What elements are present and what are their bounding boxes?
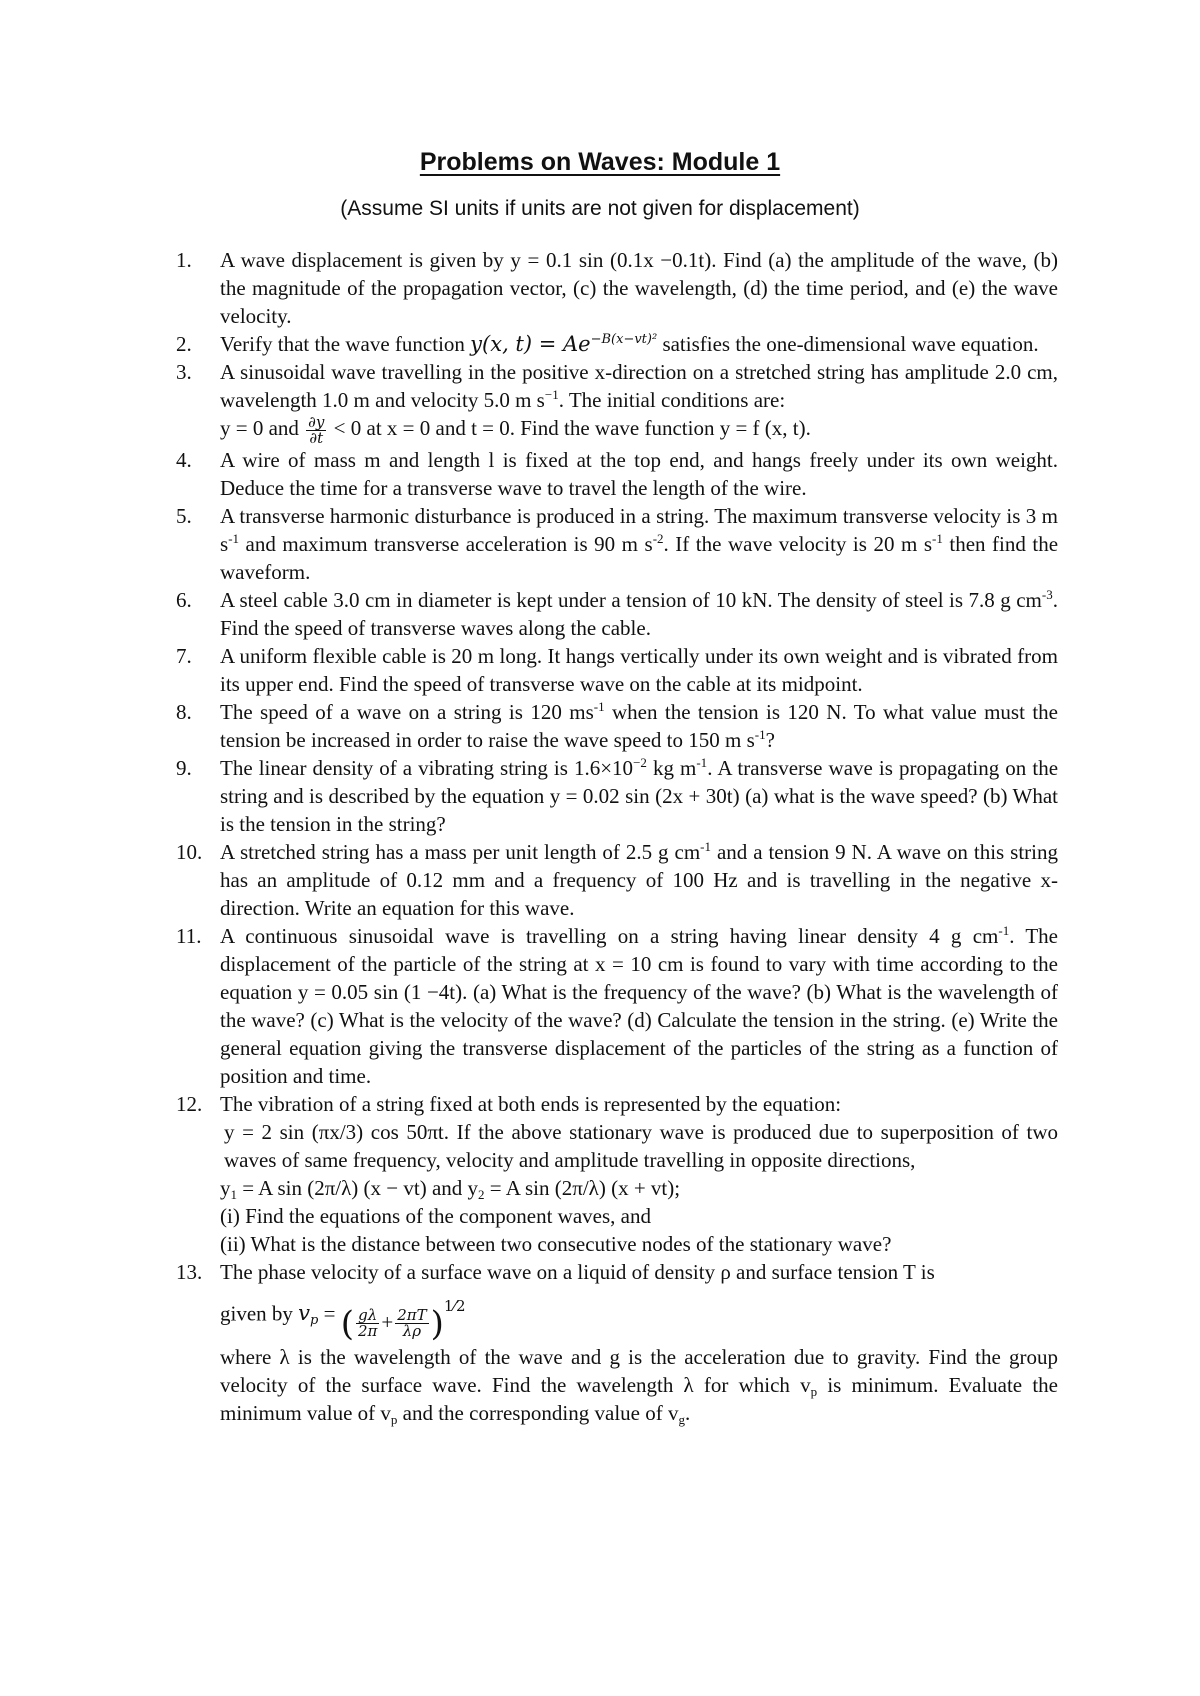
- problem-number: 11.: [176, 923, 202, 948]
- problem-13: [176, 1258, 1058, 1428]
- problem-11: [176, 922, 1058, 1090]
- problem-text: The linear density of a vibrating string is $1.6\times 10^{-2}$ kg $m^{-1}$. A transverse wave is propagating on the string and is described by the equation y = 0.02 sin (2x + 30t) (a) what is the wave speed? (b) What is the tension in the string?: [220, 754, 1059, 836]
- problem-text: A sinusoidal wave travelling in the positive x-direction on a stretched string has amplitude 2.0 cm, wavelength 1.0 m and velocity 5.0 m s: [220, 360, 1058, 412]
- problem-1: [176, 246, 1058, 330]
- stationary-wave-equation: y = 2 sin (πx/3) cos 50πt. If the above stationary wave is produced due to superposition of two waves of same frequency, velocity and amplitude travelling in opposite directions,: [224, 1119, 1058, 1172]
- page-subtitle: (Assume SI units if units are not given for displacement): [340, 197, 860, 220]
- sub-question-i: (i) Find the equations of the component waves, and: [220, 1203, 651, 1228]
- problem-7: [176, 642, 1058, 698]
- partial-derivative-fraction: $\frac{\partial y}{\partial t}$: [308, 412, 325, 447]
- phase-velocity-formula: given by $v_p$ = ( $\frac{g\lambda}{2\pi}$ + $\frac{2\pi T}{\lambda\rho}$ )$^{1⁄2}$: [220, 1296, 466, 1344]
- problem-number: 3.: [176, 360, 192, 384]
- page-title: Problems on Waves: Module 1: [419, 148, 781, 176]
- problem-text: A steel cable 3.0 cm in diameter is kept under a tension of 10 kN. The density of steel is 7.8 g $cm^{-3}$. Find the speed of transverse waves along the cable.: [220, 586, 1058, 640]
- problem-text: A wire of mass m and length l is fixed at the top end, and hangs freely under its own weight. Deduce the time for a transverse wave to travel the length of the wire.: [220, 447, 1058, 500]
- problem-text: satisfies the one-dimensional wave equation.: [662, 332, 1039, 356]
- wave-function-formula: y(x, $t) = Ae^{-B(x-vt)^2}$: [470, 332, 658, 356]
- problem-number: 1.: [176, 248, 192, 272]
- problem-number: 10.: [176, 839, 203, 864]
- problem-number: 4.: [176, 447, 192, 472]
- problem-number: 7.: [176, 643, 192, 668]
- problem-text: Verify that the wave function: [220, 332, 465, 356]
- component-waves-equation: $y_1 = A$ sin (2π/λ) (x − vt) and $y_2 = A$ sin (2π/λ) (x + vt);: [220, 1175, 681, 1202]
- problem-text: A transverse harmonic disturbance is produced in a string. The maximum transverse velocity is 3 m $s^{-1}$ and maximum transverse acceleration is 90 m $s^{-2}$. If the wave velocity is 20 m $s^{-1}$ then find the waveform.: [220, 503, 1059, 584]
- problem-5: [176, 502, 1058, 586]
- problem-10: [176, 838, 1058, 922]
- problem-8: [176, 698, 1058, 754]
- problem-number: 6.: [176, 587, 192, 612]
- problem-3: 3. A sinusoidal wave travelling in the positive x-direction on a stretched string has amplitude 2.0 cm, wavelength 1.0 m and velocity 5.0 m $s^{-1}$. The initial conditions are: y = 0 and $\frac{\partial y}{\partial t}$ < 0 at x = 0 and t = 0. Find the wave function y = f (x, t).: [176, 360, 1058, 447]
- problem-number: 5.: [176, 503, 192, 528]
- problem-number: 2.: [176, 332, 192, 356]
- problem-text-continued: where λ is the wavelength of the wave and g is the acceleration due to gravity. Find the group velocity of the surface wave. Find the wavelength λ for which $v_p$ is minimum. Evaluate the minimum value of $v_p$ and the corresponding value of $v_g$.: [220, 1345, 1058, 1428]
- sub-question-ii: (ii) What is the distance between two consecutive nodes of the stationary wave?: [220, 1231, 892, 1256]
- problem-text: A uniform flexible cable is 20 m long. It hangs vertically under its own weight and is vibrated from its upper end. Find the speed of transverse wave on the cable at its midpoint.: [220, 643, 1058, 696]
- problem-number: 9.: [176, 755, 192, 780]
- problem-4: [176, 446, 1058, 502]
- problem-number: 8.: [176, 699, 192, 724]
- initial-conditions-line: y = 0 and $\frac{\partial y}{\partial t}$ < 0 at x = 0 and t = 0. Find the wave function y = f (x, t).: [220, 412, 811, 447]
- problem-12: [176, 1090, 1058, 1258]
- problem-text: The phase velocity of a surface wave on a liquid of density ρ and surface tension T is: [220, 1259, 935, 1284]
- problem-9: [176, 754, 1058, 838]
- problem-text: A continuous sinusoidal wave is travelling on a string having linear density 4 g $cm^{-1}$. The displacement of the particle of the string at x = 10 cm is found to vary with time according to the equation y = 0.05 sin (1 −4t). (a) What is the frequency of the wave? (b) What is the wavelength of the wave? (c) What is the velocity of the wave? (d) Calculate the tension in the string. (e) Write the general equation giving the transverse displacement of the particles of the string as a function of position and time.: [220, 922, 1058, 1088]
- problem-list: [176, 246, 1058, 1427]
- problem-text: The speed of a wave on a string is 120 $ms^{-1}$ when the tension is 120 N. To what value must the tension be increased in order to raise the wave speed to 150 m $s^{-1}$?: [220, 698, 1058, 752]
- problem-text: A wave displacement is given by y = 0.1 sin (0.1x −0.1t). Find (a) the amplitude of the wave, (b) the magnitude of the propagation vector, (c) the wavelength, (d) the time period, and (e) the wave velocity.: [220, 248, 1058, 328]
- problem-6: [176, 586, 1058, 642]
- problem-2: [176, 330, 1058, 358]
- problem-text: The vibration of a string fixed at both ends is represented by the equation:: [220, 1091, 842, 1116]
- problem-number: 13.: [176, 1259, 203, 1284]
- problem-text: A stretched string has a mass per unit length of 2.5 g $cm^{-1}$ and a tension 9 N. A wave on this string has an amplitude of 0.12 mm and a frequency of 100 Hz and is travelling in the negative x-direction. Write an equation for this wave.: [220, 838, 1058, 920]
- problem-number: 12.: [176, 1091, 203, 1116]
